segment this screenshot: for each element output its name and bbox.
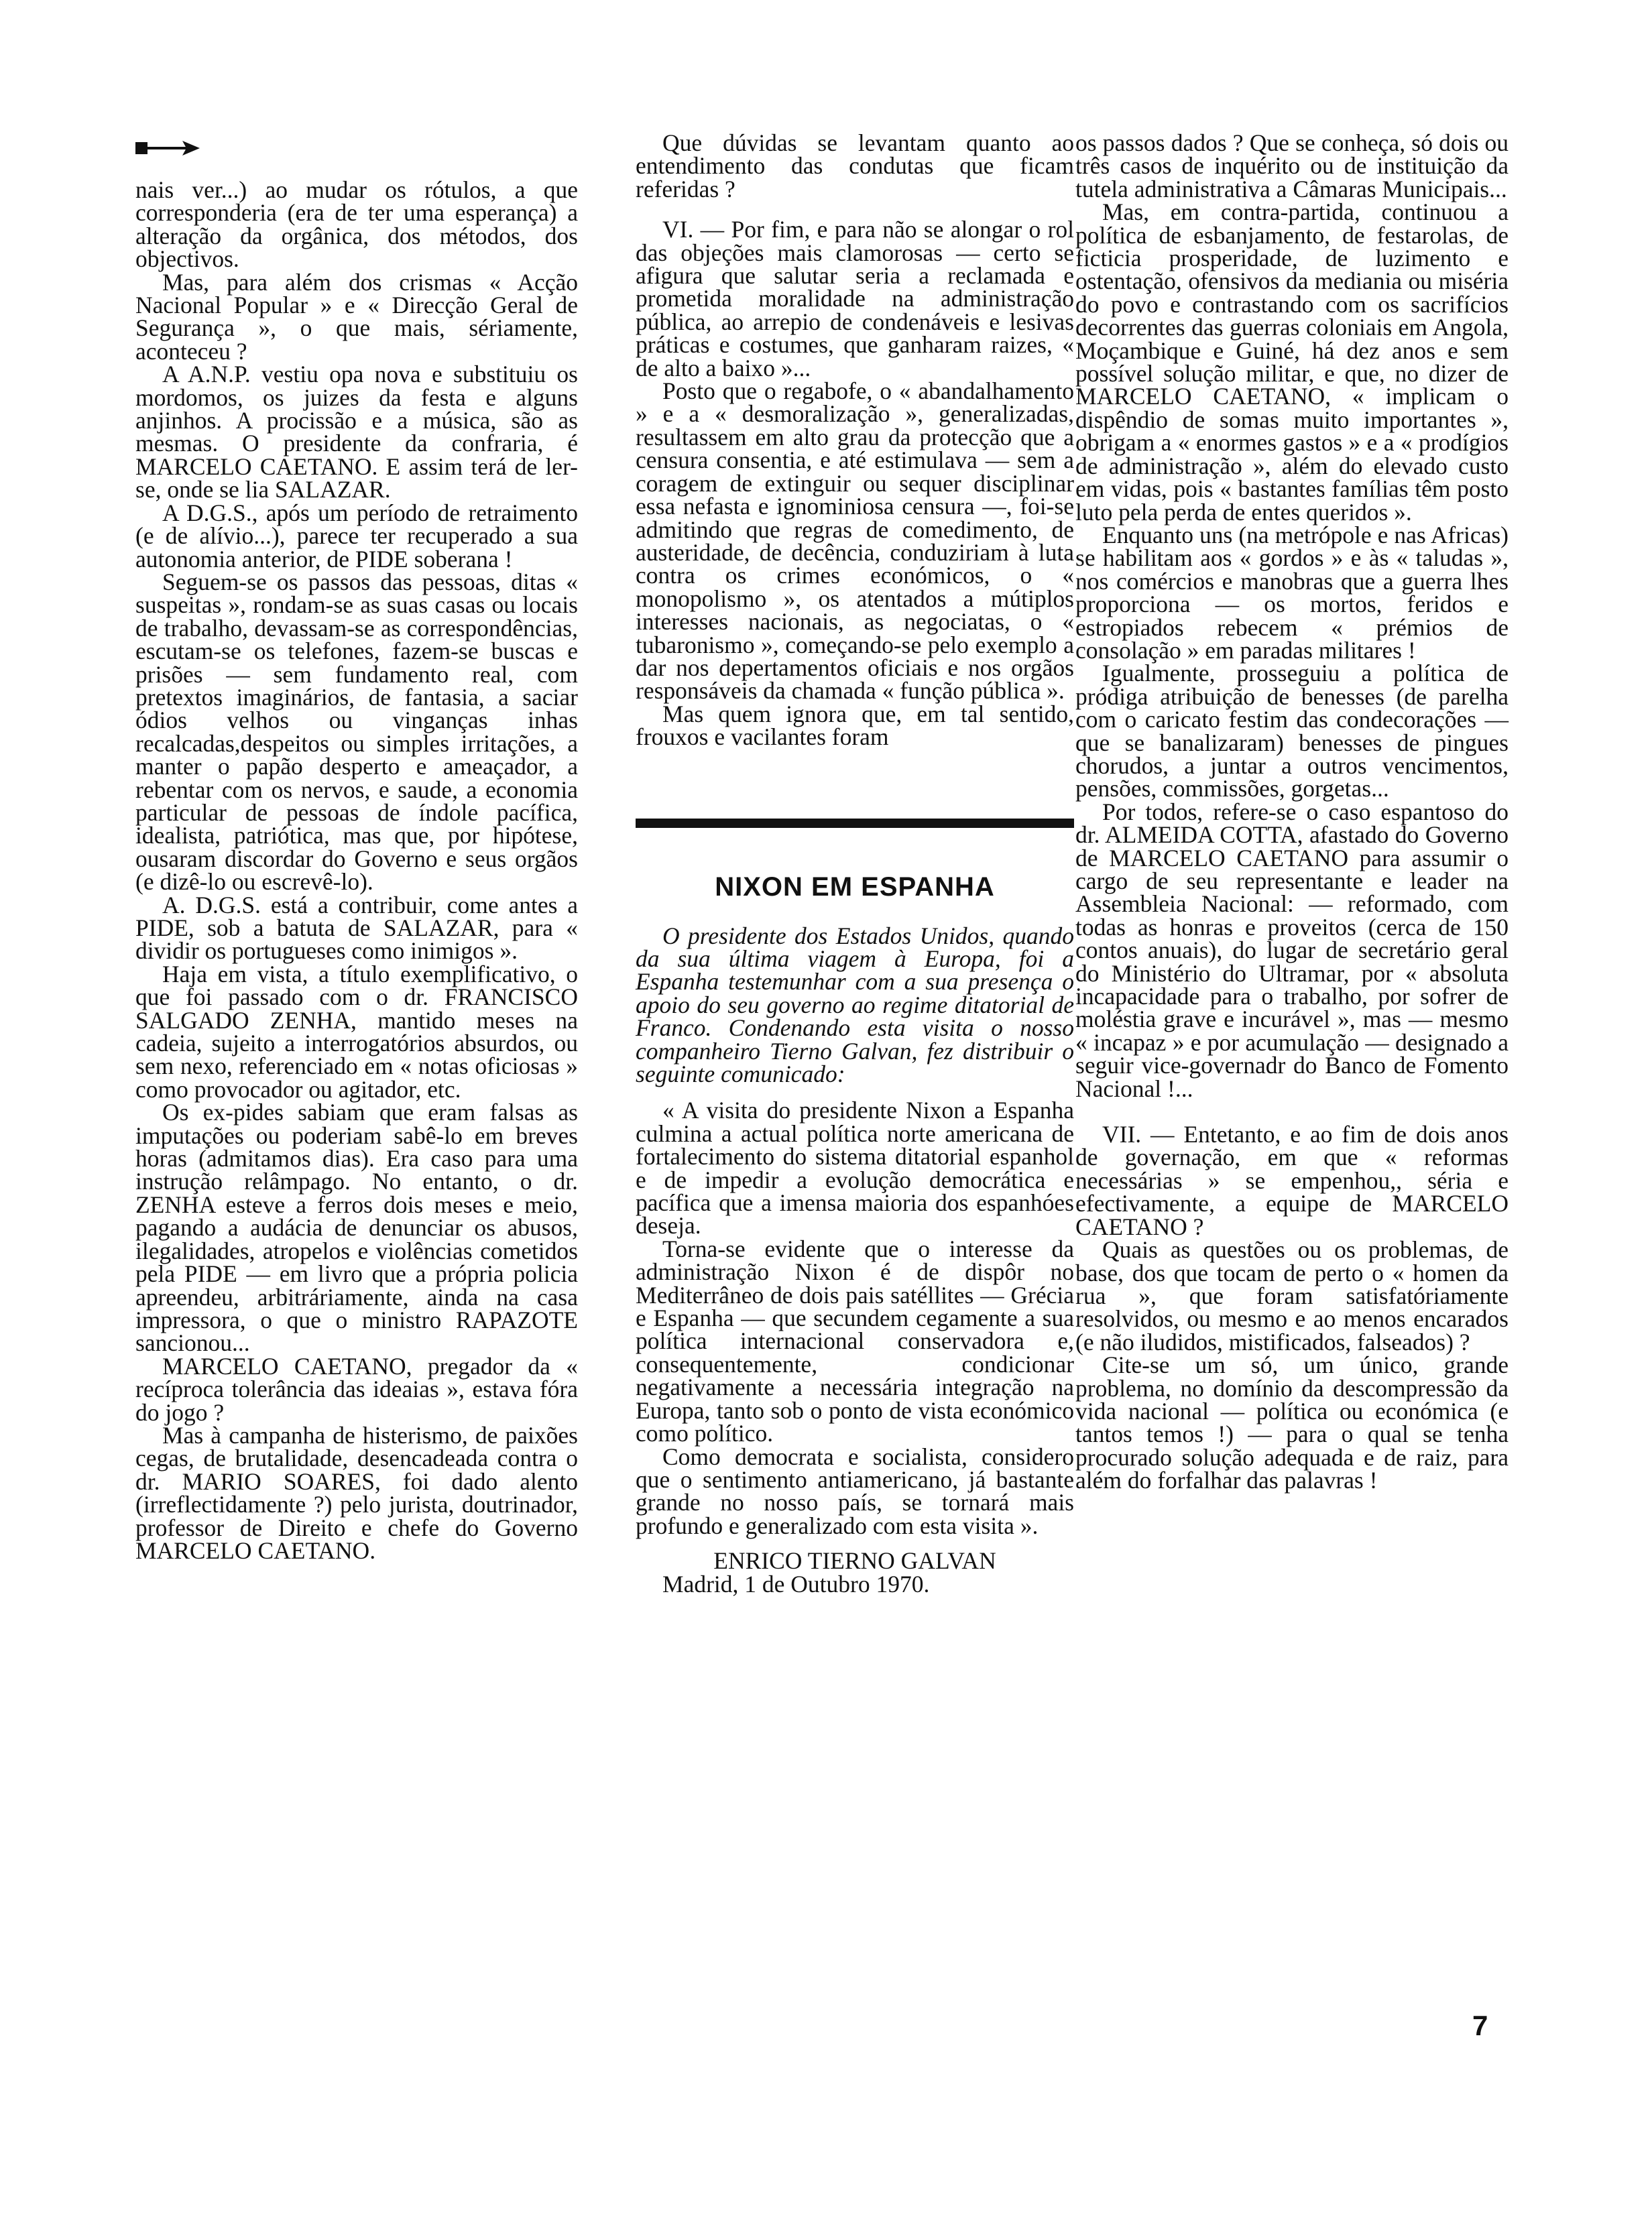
paragraph: Os ex-pides sabiam que eram falsas as imputações ou poderiam sabê-lo em breves horas (admitamos dias). Era caso para uma instrução relâmpago. No entanto, o dr. ZENHA esteve a ferros dois meses e meio, pagando a audácia de denunciar os abusos, ilegalidades, atropelos e violências cometidos pela PIDE — em livro que a própria policia apreendeu, arbitráriamente, ainda na casa impressora, o que o ministro RAPAZOTE sancionou...: [135, 1099, 578, 1357]
quote-paragraph: Torna-se evidente que o interesse da administração Nixon é de dispôr no Mediterrâneo de dois pais satéllites — Grécia e Espanha — que secundem cegamente a sua política internacional conservadora e, consequentemente, condicionar negativamente a necessária integração na Europa, tanto sob o ponto de vista económico como político.: [636, 1235, 1074, 1447]
paragraph: Mas, para além dos crismas « Acção Nacional Popular » e « Direcção Geral de Segurança », o que mais, sériamente, aconteceu ?: [135, 268, 578, 365]
quote-paragraph: Como democrata e socialista, considero que o sentimento antiamericano, já bastante grande no nosso país, se tornará mais profundo e generalizado com esta visita ».: [636, 1443, 1074, 1539]
signature: ENRICO TIERNO GALVAN: [713, 1547, 996, 1575]
paragraph: Enquanto uns (na metrópole e nas Africas) se habilitam aos « gordos » e às « taludas », nos comércios e manobras que a guerra lhes proporciona — os mortos, feridos e estropiados rebecem « prémios de consolação » em paradas militares !: [1075, 521, 1509, 664]
paragraph: A. D.G.S. está a contribuir, come antes a PIDE, sob a batuta de SALAZAR, para « dividir os portugueses como inimigos ».: [135, 891, 578, 965]
paragraph: A D.G.S., após um período de retraimento (e de alívio...), parece ter recuperado a sua autonomia anterior, de PIDE soberana !: [135, 499, 578, 572]
paragraph: Seguem-se os passos das pessoas, ditas « suspeitas », rondam-se as suas casas ou locais de trabalho, devassam-se as correspondências, escutam-se os telefones, fazem-se buscas e prisões — sem fundamento real, com pretextos imaginários, de fantasia, a saciar ódios velhos ou vinganças inhas recalcadas,despeitos ou simples irritações, a manter o papão desperto e ameaçador, a rebentar com os nervos, e saude, a economia particular de pessoas de índole pacífica, idealista, patriótica, mas que, por hipótese, ousaram discordar do Governo e seus orgãos (e dizê-lo ou escrevê-lo).: [135, 568, 578, 896]
paragraph: Por todos, refere-se o caso espantoso do dr. ALMEIDA COTTA, afastado do Governo de MARCELO CAETANO para assumir o cargo de seu representante e leader na Assembleia Nacional: — reformado, com todas as honras e proveitos (cerca de 150 contos anuais), do lugar de secretário geral do Ministério do Ultramar, por « absoluta incapacidade para o trabalho, por sofrer de moléstia grave e incurável », mas — mesmo « incapaz » e por acumulação — designado a seguir vice-governadr do Banco de Fomento Nacional !...: [1075, 798, 1509, 1102]
paragraph: os passos dados ? Que se conheça, só dois ou três casos de inquérito ou de instituição da tutela administrativa a Câmaras Municipais...: [1075, 129, 1509, 202]
paragraph: Haja em vista, a título exemplificativo, o que foi passado com o dr. FRANCISCO SALGADO ZENHA, mantido meses na cadeia, sujeito a interrogatórios absurdos, ou sem nexo, referenciado em « notas oficiosas » como provocador ou agitador, etc.: [135, 960, 578, 1103]
paragraph: VII. — Entetanto, e ao fim de dois anos de governação, em que « reformas necessárias » se empenhou,, séria e efectivamente, a equipe de MARCELO CAETANO ?: [1075, 1121, 1509, 1240]
section-headline: NIXON EM ESPANHA: [715, 871, 995, 902]
paragraph: Que dúvidas se levantam quanto ao entendimento das condutas que ficam referidas ?: [636, 129, 1074, 202]
article-column-1: [135, 131, 578, 1562]
paragraph: Mas à campanha de histerismo, de paixões cegas, de brutalidade, desencadeada contra o dr. MARIO SOARES, foi dado alento (irreflectidamente ?) pelo jurista, doutrinador, professor de Direito e chefe do Governo MARCELO CAETANO.: [135, 1421, 578, 1564]
paragraph: nais ver...) ao mudar os rótulos, a que corresponderia (era de ter uma esperança) a alteração da orgânica, dos métodos, dos objectivos.: [135, 176, 578, 273]
paragraph: Mas quem ignora que, em tal sentido, frouxos e vacilantes foram: [636, 700, 1074, 751]
paragraph: MARCELO CAETANO, pregador da « recíproca tolerância das ideaias », estava fóra do jogo ?: [135, 1352, 578, 1426]
paragraph: Quais as questões ou os problemas, de base, dos que tocam de perto o « homen da rua », que foram satisfatóriamente resolvidos, ou mesmo e ao menos encarados (e não iludidos, mistificados, falseados) ?: [1075, 1236, 1509, 1355]
section-divider: [636, 819, 1074, 828]
paragraph: Posto que o regabofe, o « abandalhamento » e a « desmoralização », generalizadas, resultassem em alto grau da protecção que a censura consentia, e até estimulava — sem a coragem de extinguir ou sequer disciplinar essa nefasta e ignominiosa censura —, foi-se admitindo que regras de comedimento, de austeridade, de decência, conduziriam à luta contra os crimes económicos, o « monopolismo », os atentados a mútiplos interesses nacionais, as negociatas, o « tubaronismo », começando-se pelo exemplo a dar nos depertamentos oficiais e nos orgãos responsáveis da chamada « função pública ».: [636, 377, 1074, 705]
page-number: 7: [1472, 2010, 1488, 2041]
quote-paragraph: « A visita do presidente Nixon a Espanha culmina a actual política norte americana de fortalecimento do sistema ditatorial espanhol e de impedir a evolução democrática e pacífica que a imensa maioria dos espanhóes deseja.: [636, 1097, 1074, 1240]
intro-paragraph: O presidente dos Estados Unidos, quando da sua última viagem à Europa, foi a Espanha testemunhar com a sua presença o apoio do seu governo ao regime ditatorial de Franco. Condenando esta visita o nosso companheiro Tierno Galvan, fez distribuir o seguinte comunicado:: [636, 922, 1074, 1087]
paragraph: Cite-se um só, um único, grande problema, no domínio da descompressão da vida nacional — política ou económica (e tantos temos !) — para o qual se tenha procurado solução adequada e de raiz, para além do forfalhar das palavras !: [1075, 1351, 1509, 1494]
paragraph: Igualmente, prosseguiu a política de pródiga atribuição de benesses (de parelha com o caricato festim das condecorações — que se banalizaram) benesses de pingues chorudos, a juntar a outros vencimentos, pensões, commissões, gorgetas...: [1075, 660, 1509, 802]
paragraph: Mas, em contra-partida, continuou a política de esbanjamento, de festarolas, de ficticia prosperidade, de luzimento e ostentação, ofensivos da mediania ou miséria do povo e contrastando com os sacrifícios decorrentes das guerras coloniais em Angola, Moçambique e Guiné, há dez anos e sem possível solução militar, e que, no dizer de MARCELO CAETANO, « implicam o dispêndio de somas muito importantes », obrigam a « enormes gastos » e a « prodígios de administração », além do elevado custo em vidas, pois « bastantes famílias têm posto luto pela perda de entes queridos ».: [1075, 198, 1509, 526]
article-column-2: [636, 131, 1074, 1595]
paragraph: A A.N.P. vestiu opa nova e substituiu os mordomos, os juizes da festa e alguns anjinhos. A procissão e a música, são as mesmas. O presidente da confraria, é MARCELO CAETANO. E assim terá de ler-se, onde se lia SALAZAR.: [135, 361, 578, 503]
paragraph: VI. — Por fim, e para não se alongar o rol das objeções mais clamorosas — certo se afigura que salutar seria a reclamada e prometida moralidade na administração pública, ao arrepio de condenáveis e lesivas práticas e costumes, que ganharam raizes, « de alto a baixo »...: [636, 216, 1074, 381]
article-column-3: [1075, 131, 1509, 1492]
dateline: Madrid, 1 de Outubro 1970.: [662, 1570, 930, 1597]
